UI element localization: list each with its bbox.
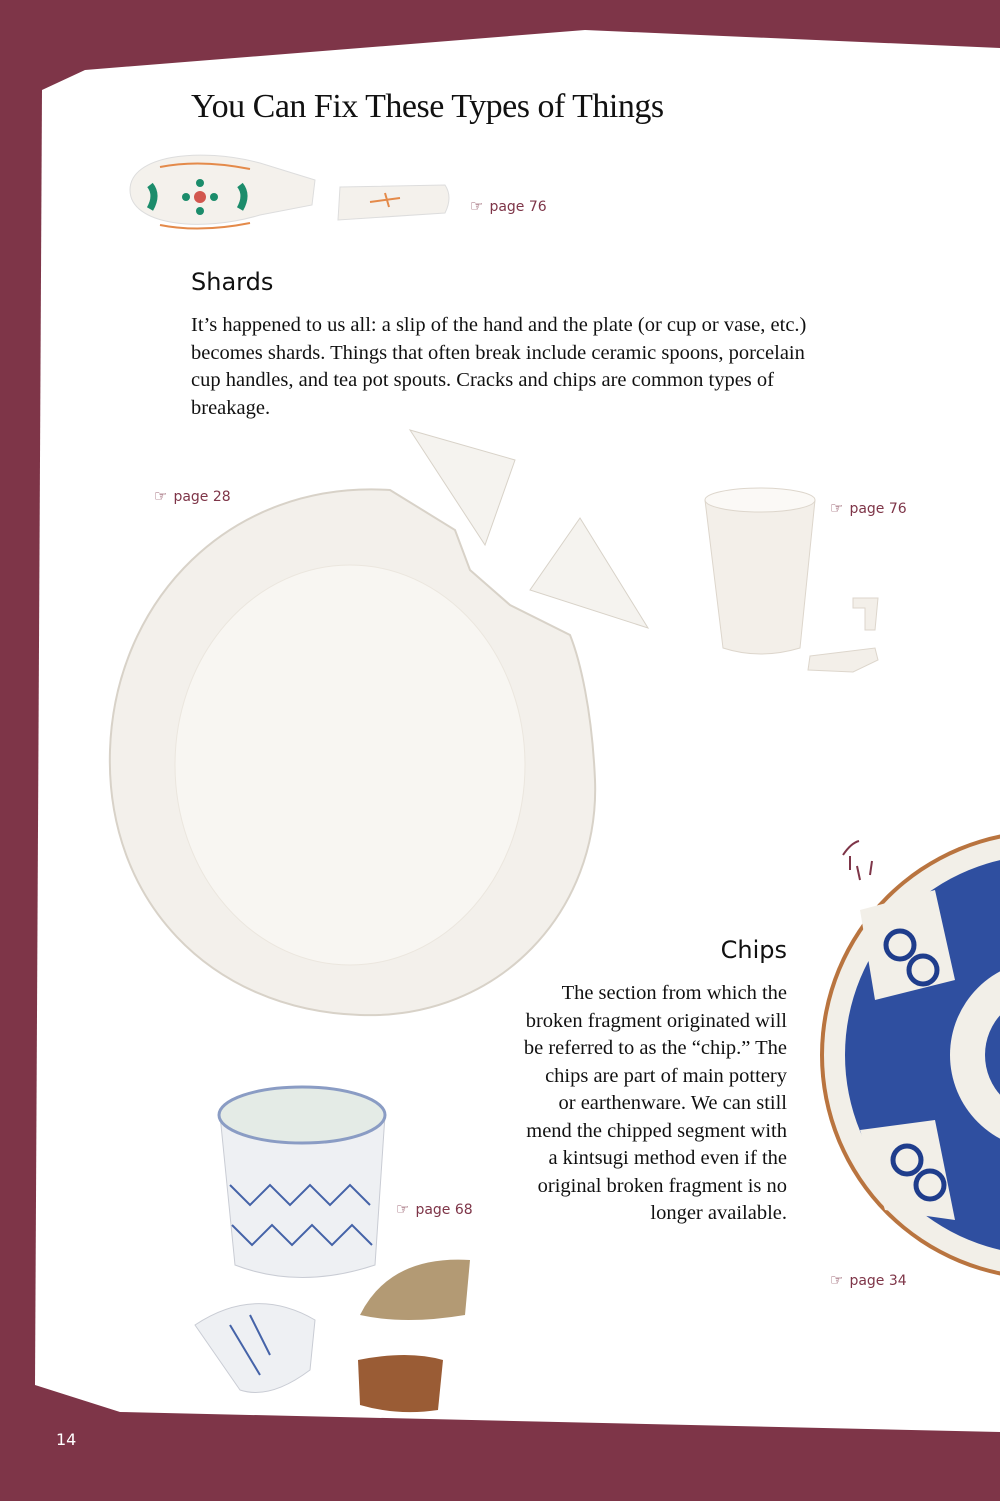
blue-cup-fragments-image: [190, 1075, 490, 1415]
pointing-hand-icon: ☞: [470, 197, 484, 215]
page-ref-blue-plate[interactable]: ☞ page 34: [830, 1271, 907, 1289]
page-ref-cup[interactable]: ☞ page 76: [830, 499, 907, 517]
page-number: 14: [56, 1430, 77, 1449]
page-ref-spoon[interactable]: ☞ page 76: [470, 197, 547, 215]
pointing-hand-icon: ☞: [830, 1271, 844, 1289]
chips-heading: Chips: [720, 936, 787, 964]
pointing-hand-icon: ☞: [830, 499, 844, 517]
pointing-hand-icon: ☞: [396, 1200, 410, 1218]
page-ref-plate[interactable]: ☞ page 28: [154, 487, 231, 505]
blue-white-chipped-plate-image: [815, 830, 1000, 1280]
broken-plate-image: [100, 420, 660, 1030]
shards-body: It’s happened to us all: a slip of the hand and the plate (or cup or vase, etc.) becomes shards. Things that often break include ceramic spoons, porcelain cup handles, and tea pot spouts. Cracks and chips are common types of breakage.: [191, 314, 807, 419]
chips-body: The section from which the broken fragment originated will be referred to as the “chip.” The chips are part of main pottery or earthenware. We can still mend the chipped segment with a kintsugi method even if the original broken fragment is no longer available.: [523, 982, 787, 1224]
broken-spoon-image: [120, 145, 460, 230]
page-title: You Can Fix These Types of Things: [191, 88, 664, 125]
pointing-hand-icon: ☞: [154, 487, 168, 505]
shards-heading: Shards: [191, 268, 274, 296]
page-ref-blue-cup[interactable]: ☞ page 68: [396, 1200, 473, 1218]
